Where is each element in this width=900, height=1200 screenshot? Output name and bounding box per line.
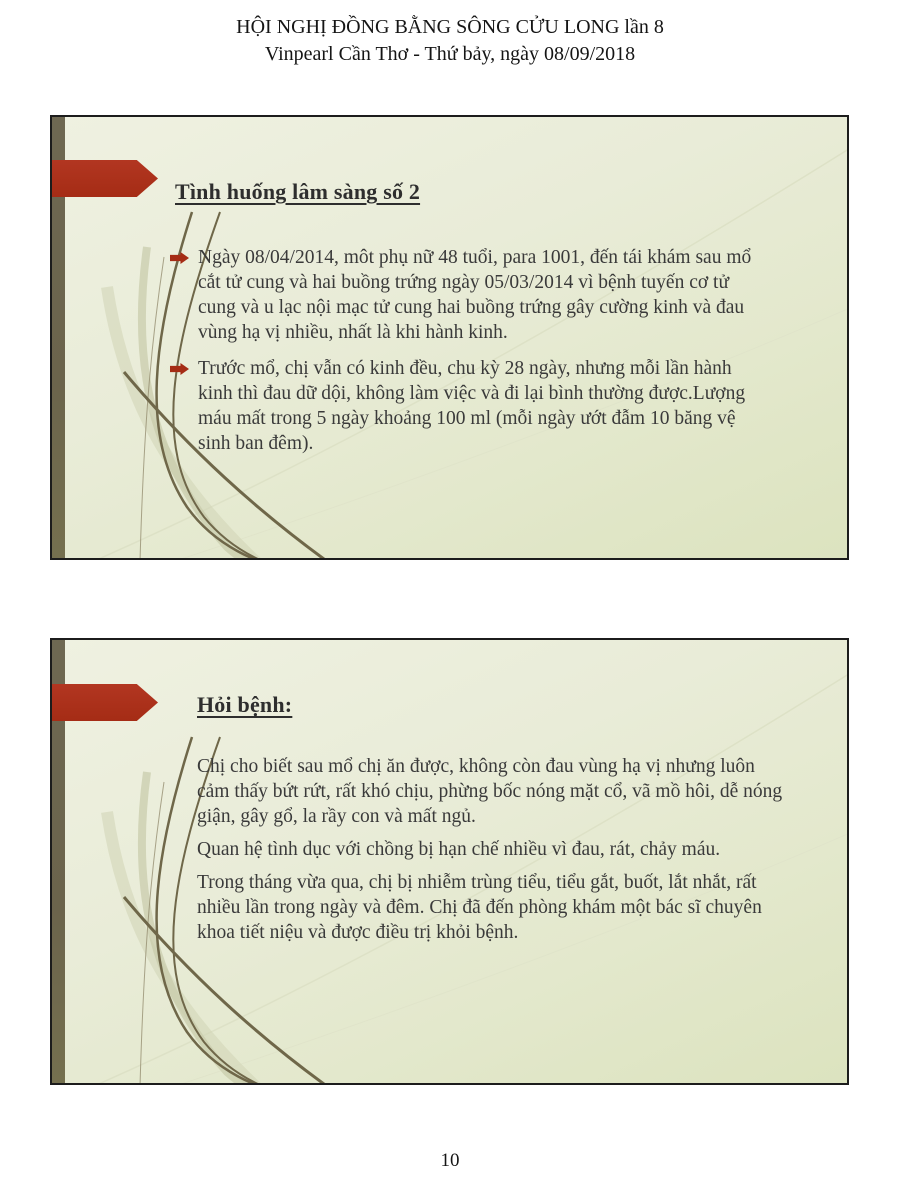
slide-2-title: Hỏi bệnh: — [197, 692, 293, 717]
accent-arrow-icon — [52, 684, 158, 721]
slide-1-title: Tình huống lâm sàng số 2 — [175, 179, 421, 204]
bullet-arrow-icon — [170, 252, 189, 264]
bullet-text: Trước mổ, chị vẫn có kinh đều, chu kỳ 28 ngày, nhưng mỗi lần hành kinh thì đau dữ dội, không làm việc và đi lại bình thường được.Lượng máu mất trong 5 ngày khoảng 100 ml (mỗi ngày ướt đẫm 10 băng vệ sinh ban đêm). — [198, 358, 746, 454]
bullet-item — [170, 356, 770, 456]
bullet-item — [170, 245, 770, 345]
paragraph-block — [197, 754, 789, 953]
accent-arrow-icon — [52, 160, 158, 197]
slide-1 — [50, 115, 849, 560]
paragraph: Quan hệ tình dục với chồng bị hạn chế nhiều vì đau, rát, chảy máu. — [197, 839, 721, 860]
paragraph: Chị cho biết sau mổ chị ăn được, không còn đau vùng hạ vị nhưng luôn cảm thấy bứt rứt, rất khó chịu, phừng bốc nóng mặt cổ, vã mồ hôi, dễ nóng giận, gây gổ, la rầy con và mất ngủ. — [197, 756, 783, 827]
paragraph: Trong tháng vừa qua, chị bị nhiễm trùng tiểu, tiểu gắt, buốt, lắt nhắt, rất nhiều lần trong ngày và đêm. Chị đã đến phòng khám một bác sĩ chuyên khoa tiết niệu và được điều trị khỏi bệnh. — [197, 872, 762, 943]
header-subtitle: Vinpearl Cần Thơ - Thứ bảy, ngày 08/09/2018 — [264, 43, 636, 65]
page-number: 10 — [440, 1150, 460, 1171]
slide-2 — [50, 638, 849, 1085]
header-title: HỘI NGHỊ ĐỒNG BẰNG SÔNG CỬU LONG lần 8 — [236, 16, 664, 38]
bullet-text: Ngày 08/04/2014, môt phụ nữ 48 tuổi, para 1001, đến tái khám sau mổ cắt tử cung và hai buồng trứng ngày 05/03/2014 vì bệnh tuyến cơ tử cung và u lạc nội mạc tử cung hai buồng trứng gây cường kinh và đau vùng hạ vị nhiều, nhất là khi hành kinh. — [198, 247, 752, 343]
page-header — [0, 14, 900, 68]
bullet-arrow-icon — [170, 363, 189, 375]
bullet-list — [170, 245, 770, 467]
